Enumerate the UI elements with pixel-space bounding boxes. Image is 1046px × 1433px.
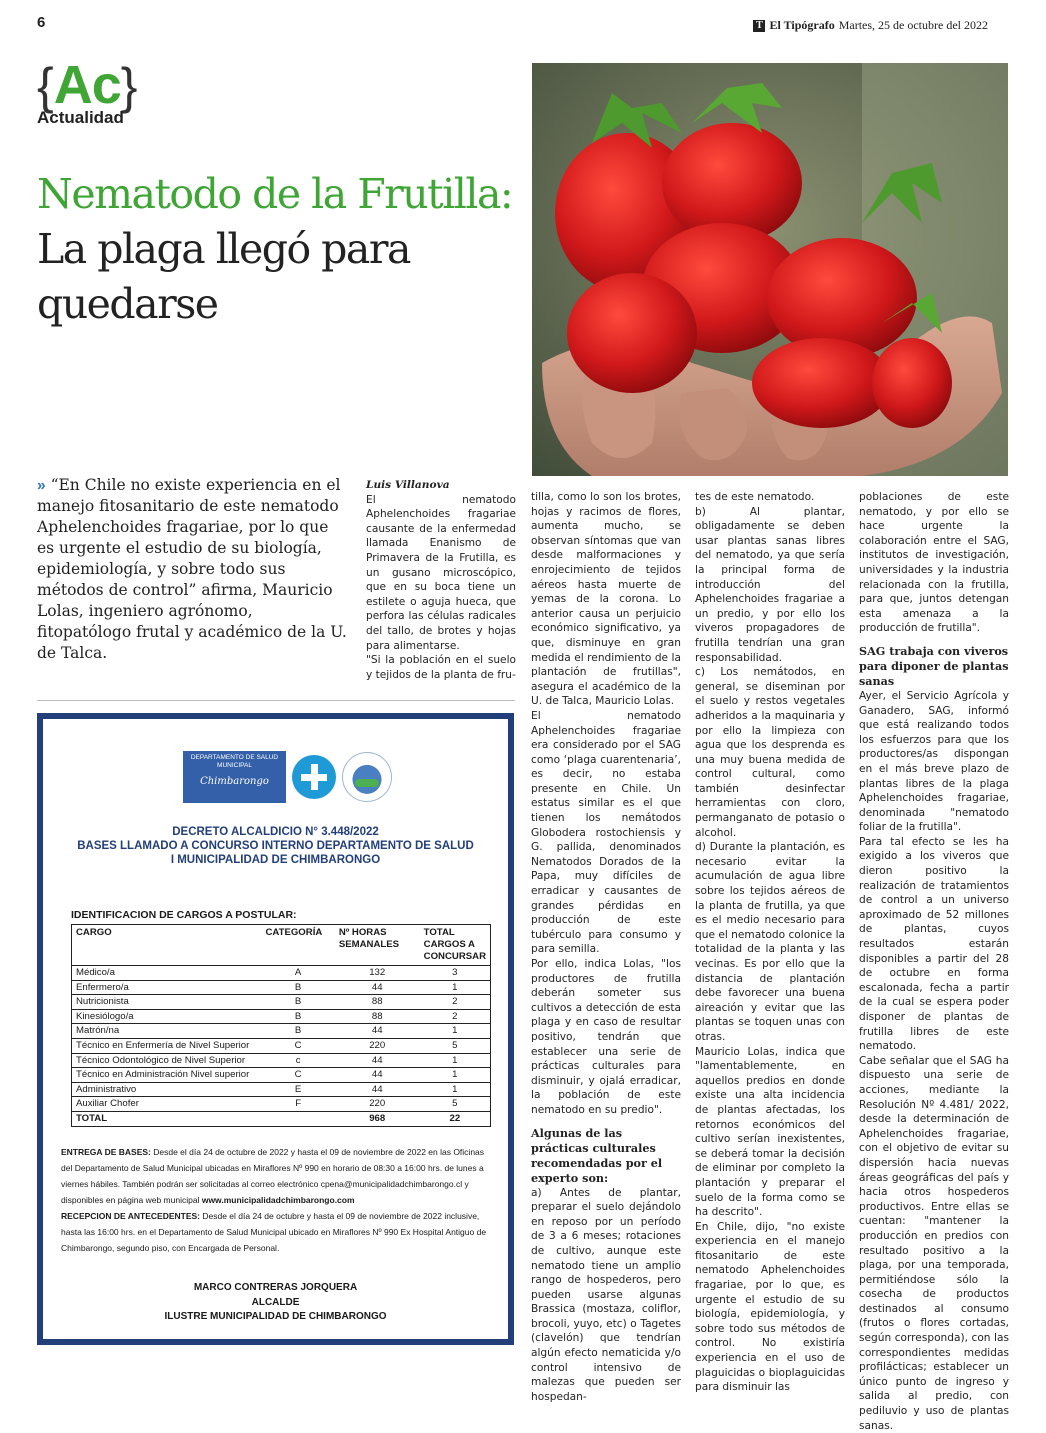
cell-total: 22	[420, 1111, 491, 1126]
paragraph: b) Al plantar, obligadamente se deben usar plantas sanas libres del nematodo, ya que sería la principal forma de introducción del Aphelenchoides fragariae a un predio, y por ello los viveros propagadores de frutilla tendrían una gran responsabilidad.	[695, 505, 845, 664]
table-row	[72, 1097, 491, 1112]
cell-horas: 88	[335, 995, 420, 1010]
cell-total: 2	[420, 1009, 491, 1024]
paragraph: Para tal efecto se les ha exigido a los viveros que dieron positivo la realización de tratamientos de control a un universo aproximado de 52 millones de plantas, cuyos resultados estarán disponibles a partir del 28 de octubre en forma escalonada, fecha a partir de la cual se espera poder disponer de plantas de frutilla libres de este nematodo.	[859, 835, 1009, 1053]
strawberry-photo	[532, 63, 1008, 476]
masthead	[753, 18, 988, 33]
cell-cargo: Matrón/na	[72, 1024, 262, 1039]
newspaper-logo-icon: T	[753, 20, 765, 32]
table-row	[72, 1038, 491, 1053]
pull-quote-text: “En Chile no existe experiencia en el manejo fitosanitario de este nematodo Aphelenchoides fragariae, por lo que es urgente el estudio de su biología, epidemiología, y sobre todo sus métodos de control” afirma, Mauricio Lolas, ingeniero agrónomo, fitopatólogo frutal y académico de la U. de Talca.	[37, 476, 347, 662]
cell-cargo: Enfermero/a	[72, 980, 262, 995]
paragraph: Por ello, indica Lolas, "los productores de frutilla deberán someter sus cultivos a detección de esta plaga y en caso de resultar positivo, tendrán que establecer una serie de prácticas culturales para disminuir, y ojalá erradicar, la población de este nematodo en su predio".	[531, 958, 681, 1116]
cell-total: 5	[420, 1038, 491, 1053]
cell-cargo: Técnico en Administración Nivel superior	[72, 1068, 262, 1083]
headline-black: La plaga llegó para quedarse	[37, 225, 410, 328]
issue-date: Martes, 25 de octubre del 2022	[838, 18, 988, 32]
cell-categoria: E	[261, 1082, 334, 1097]
cell-total: 1	[420, 1053, 491, 1068]
table-row	[72, 1053, 491, 1068]
table-row	[72, 1068, 491, 1083]
cell-categoria: A	[261, 966, 334, 981]
paragraph: tes de este nematodo.	[695, 491, 815, 503]
paragraph: El nematodo Aphelenchoides fragariae causante de la enfermedad llamada Enanismo de Primavera de la Frutilla, es un gusano microscópico, que en su boca tiene un estilete o aguja hueca, que perfora las células radicales del tallo, de brotes y hojas para alimentarse.	[366, 493, 516, 652]
cell-horas: 44	[335, 1082, 420, 1097]
cell-total: 1	[420, 980, 491, 995]
cell-total: 3	[420, 966, 491, 981]
table-row	[72, 1024, 491, 1039]
article-column-3	[695, 490, 845, 1395]
byline: Luis Villanova	[366, 479, 450, 491]
strawberries-in-hand-image	[532, 63, 1008, 476]
cell-total: 1	[420, 1024, 491, 1039]
dept-line1: DEPARTAMENTO DE SALUD	[190, 754, 279, 761]
header-horas: Nº HORAS SEMANALES	[335, 925, 420, 966]
section-name: Actualidad	[37, 108, 124, 127]
article-column-1	[366, 478, 516, 682]
paragraph: d) Durante la plantación, es necesario evitar la acumulación de agua libre sobre los tejidos aéreos de la planta de frutilla, ya que es el medio necesario para que el nematodo colonice la totalidad de la planta y las vecinas. Es por ello que la distancia de plantación debe favorecer una buena aireación y evitar que las plantas se toquen unas con otras.	[695, 841, 845, 1043]
cell-cargo: Nutricionista	[72, 995, 262, 1010]
page-number: 6	[37, 14, 46, 31]
cell-cargo: TOTAL	[72, 1111, 262, 1126]
section-code: Ac	[53, 55, 121, 115]
table-row	[72, 1082, 491, 1097]
cell-categoria: F	[261, 1097, 334, 1112]
table-label: IDENTIFICACION DE CARGOS A POSTULAR:	[71, 909, 297, 921]
paragraph: Cabe señalar que el SAG ha dispuesto una serie de acciones, mediante la Resolución Nº 4.481/ 2022, desde la determinación de Aphelenchoides fragariae, con el objetivo de evitar su dispersión hacia nuevas áreas geográficas del país y hacia otros hospederos productivos. Entre ellas se cuentan: "mantener la producción en predios con resultado positivo a la plaga, por una temporada, permitiéndose sólo la cosecha de productos destinados al consumo (frutos o flores cortadas, según corresponda), con las correspondientes medidas profilácticas; establecer un único punto de ingreso y salida al predio, con pediluvio y uso de plantas sanas.	[859, 1054, 1009, 1432]
cell-categoria: B	[261, 995, 334, 1010]
header-total: TOTAL CARGOS A CONCURSAR	[420, 925, 491, 966]
cell-horas: 88	[335, 1009, 420, 1024]
paragraph: "Si la población en el suelo y tejidos de la planta de fru-	[366, 654, 516, 681]
ad-logos	[183, 751, 392, 803]
chevron-right-icon: »	[37, 477, 46, 494]
cell-horas: 220	[335, 1038, 420, 1053]
cell-horas: 44	[335, 1053, 420, 1068]
cell-cargo: Médico/a	[72, 966, 262, 981]
health-department-logo	[183, 751, 286, 803]
cell-cargo: Auxiliar Chofer	[72, 1097, 262, 1112]
headline	[37, 167, 517, 332]
divider	[37, 700, 515, 701]
paragraph: Ayer, el Servicio Agrícola y Ganadero, SAG, informó que está realizando todos los esfuerzos para que los productores/as dispongan en el más breve plazo de plantas libres de la plaga Aphelenchoides fragariae, denominada "nematodo foliar de la frutilla".	[859, 689, 1009, 834]
cell-total: 1	[420, 1068, 491, 1083]
article-column-2	[531, 490, 681, 1404]
subheading: SAG trabaja con viveros para diponer de plantas sanas	[859, 643, 1009, 688]
cell-categoria: C	[261, 1068, 334, 1083]
entrega-label: ENTREGA DE BASES:	[61, 1147, 151, 1157]
cell-total: 2	[420, 995, 491, 1010]
table-total-row	[72, 1111, 491, 1126]
cell-categoria: B	[261, 1024, 334, 1039]
paragraph: tilla, como lo son los brotes, hojas y racimos de flores, aumenta mucho, se observan síntomas que van desde malformaciones y enrojecimiento de tejidos aéreos hasta muerte de yemas de la corona. Lo anterior causa un perjuicio económico significativo, ya que, disminuye en gran medida el rendimiento de la plantación de frutillas", asegura el académico de la U. de Talca, Mauricio Lolas.	[531, 491, 681, 708]
cell-horas: 132	[335, 966, 420, 981]
cell-horas: 968	[335, 1111, 420, 1126]
signature-line: ALCALDE	[251, 1296, 300, 1308]
municipal-seal-icon	[342, 752, 392, 802]
dept-town: Chimbarongo	[200, 776, 269, 787]
ad-title-line: DECRETO ALCALDICIO N° 3.448/2022	[172, 826, 379, 838]
cell-cargo: Kinesiólogo/a	[72, 1009, 262, 1024]
web-link[interactable]: www.municipalidadchimbarongo.com	[201, 1195, 355, 1205]
paragraph: poblaciones de este nematodo, y por ello se hace urgente la colaboración entre el SAG, institutos de investigación, universidades y la industria relacionada con la frutilla, para que, juntos detengan esta amenaza a la producción de frutilla".	[859, 491, 1009, 635]
ad-title	[43, 825, 508, 867]
pull-quote	[37, 475, 349, 664]
paragraph: c) Los nemátodos, en general, se diseminan por el suelo y restos vegetales adheridos a la maquinaria y por ello la limpieza con agua que los desprenda es una muy buena medida de control cultural, como también desinfectar herramientas con cloro, permanganato de potasio o alcohol.	[695, 666, 845, 839]
brace-close-icon: }	[120, 58, 138, 114]
cell-horas: 44	[335, 1024, 420, 1039]
cell-horas: 44	[335, 980, 420, 995]
header-cargo: CARGO	[72, 925, 262, 966]
cell-cargo: Técnico Odontológico de Nivel Superior	[72, 1053, 262, 1068]
table-row	[72, 980, 491, 995]
cell-horas: 220	[335, 1097, 420, 1112]
cell-total: 1	[420, 1082, 491, 1097]
positions-table	[71, 924, 491, 1127]
headline-green: Nematodo de la Frutilla:	[37, 170, 513, 218]
recepcion-label: RECEPCION DE ANTECEDENTES:	[61, 1211, 201, 1221]
cell-total: 5	[420, 1097, 491, 1112]
recepcion-text: Desde el día 24 de octubre y hasta el 09 de noviembre de 2022 inclusive, hasta las 16:00 hrs. en el Departamento de Salud Municipal ubicado en Miraflores Nº 990 Ex Hospital Antiguo de Chimbarongo, segundo piso, con Encargada de Personal.	[61, 1211, 487, 1253]
municipal-ad	[37, 713, 514, 1345]
paragraph: a) Antes de plantar, preparar el suelo dejándolo en reposo por un período de 3 a 6 meses; rotaciones de cultivo, aunque este nematodo tiene un amplio rango de hospederos, pero pueden usarse algunas Brassica (mostaza, coliflor, brocoli, yuyo, etc) o Tagetes (clavelón) que tendrían algún efecto nematicida y/o control intensivo de malezas que pueden ser hospedan-	[531, 1186, 681, 1403]
cell-cargo: Técnico en Enfermería de Nivel Superior	[72, 1038, 262, 1053]
cell-horas: 44	[335, 1068, 420, 1083]
header-categoria: CATEGORÍA	[261, 925, 334, 966]
subheading: Algunas de las prácticas culturales recomendadas por el experto son:	[531, 1125, 663, 1185]
table-row	[72, 1009, 491, 1024]
brace-open-icon: {	[37, 58, 54, 114]
entrega-text: Desde el día 24 de octubre de 2022 y hasta el 09 de noviembre de 2022 en las Oficinas del Departamento de Salud Municipal ubicadas en Miraflores Nº 990 en horario de 08:30 a 16:00 hrs. de lunes a viernes hábiles. También podrán ser solicitadas al correo electrónico cpena@municipalidadchimbarongo.cl y disponibles en página web municipal	[61, 1147, 485, 1205]
ad-signature	[43, 1281, 508, 1325]
dept-line2: MUNICIPAL	[217, 762, 252, 769]
ad-info	[61, 1144, 493, 1256]
medical-cross-icon	[292, 755, 336, 799]
cell-cargo: Administrativo	[72, 1082, 262, 1097]
table-row	[72, 966, 491, 981]
signature-line: ILUSTRE MUNICIPALIDAD DE CHIMBARONGO	[164, 1311, 387, 1322]
cell-categoria: B	[261, 1009, 334, 1024]
table-row	[72, 995, 491, 1010]
paragraph: Mauricio Lolas, indica que "lamentablemente, en aquellos predios en donde existe una alta incidencia de plantas afectadas, los retornos económicos del cultivo serían inexistentes, se deberá tomar la decisión de eliminar por completo la plantación y preparar el suelo de la forma como se ha descrito".	[695, 1045, 845, 1219]
paragraph: En Chile, dijo, "no existe experiencia en el manejo fitosanitario de este nematodo Aphelenchoides fragariae, por lo que, es urgente el estudio de su biología, epidemiología, y sobre todo sus métodos de control. No existiría experiencia en el uso de plaguicidas o bioplaguicidas para disminuir las	[695, 1220, 845, 1394]
section-label	[37, 55, 138, 128]
signature-line: MARCO CONTRERAS JORQUERA	[193, 1282, 358, 1293]
ad-title-line: BASES LLAMADO A CONCURSO INTERNO DEPARTAMENTO DE SALUD	[77, 840, 474, 852]
paper-name: El Tipógrafo	[769, 18, 835, 32]
article-column-4	[859, 490, 1009, 1433]
paragraph: El nematodo Aphelenchoides fragariae era considerado por el SAG como ‘plaga cuarentenaria’, es decir, no estaba presente en Chile. Un estatus similar es el que tienen los nemátodos Globodera rostochiensis y G. pallida, denominados Nematodos Dorados de la Papa, muy difíciles de erradicar y causantes de grandes pérdidas en producción de este tubérculo para consumo y para semilla.	[531, 709, 681, 956]
cell-categoria: B	[261, 980, 334, 995]
cell-categoria	[261, 1111, 334, 1126]
cell-categoria: C	[261, 1038, 334, 1053]
ad-title-line: I MUNICIPALIDAD DE CHIMBARONGO	[170, 854, 381, 866]
cell-categoria: c	[261, 1053, 334, 1068]
